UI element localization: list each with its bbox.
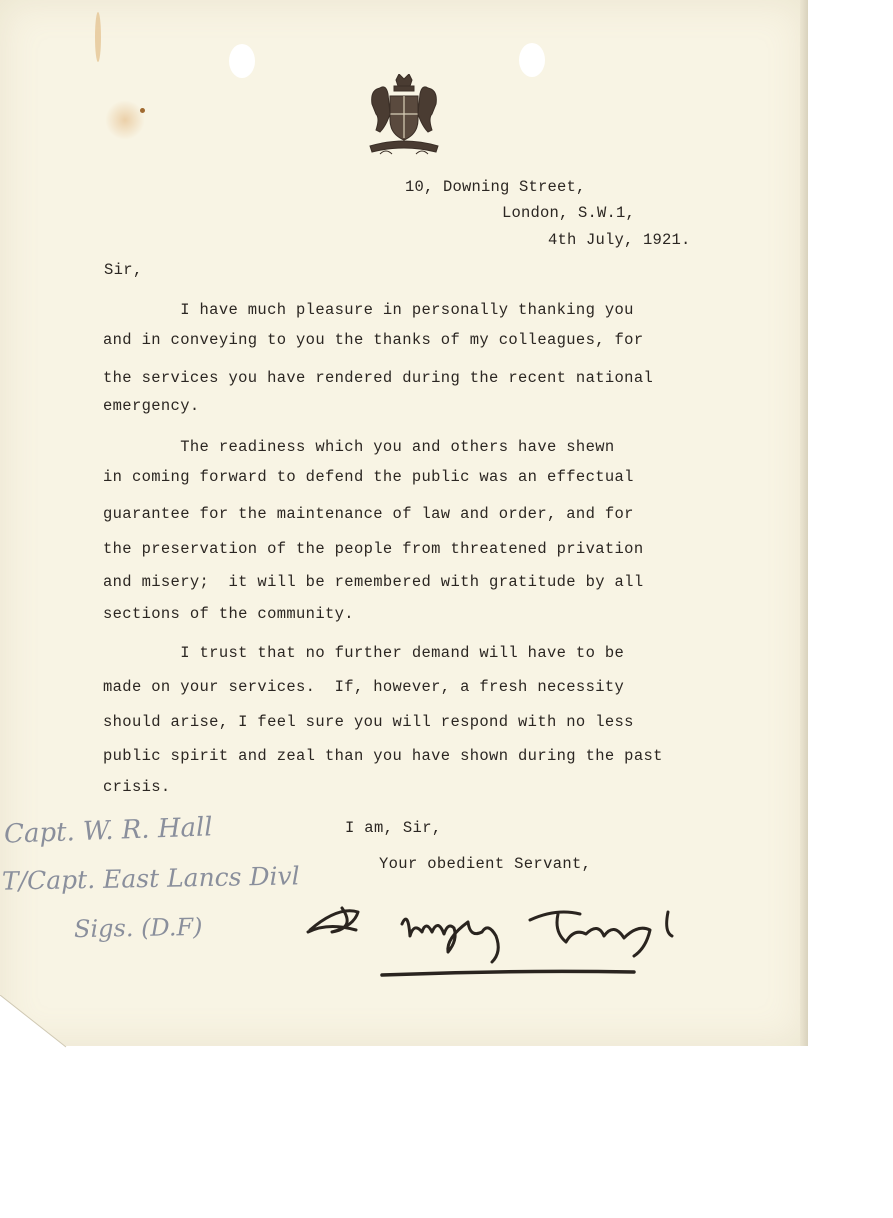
paper-edge	[800, 0, 808, 1046]
folded-corner	[0, 995, 70, 1050]
royal-coat-of-arms-icon	[366, 74, 442, 160]
address-line-1: 10, Downing Street,	[405, 178, 586, 196]
paper-stain	[105, 100, 145, 140]
body-line: made on your services. If, however, a fresh necessity	[103, 678, 625, 696]
punch-hole	[229, 44, 255, 78]
body-line: I have much pleasure in personally thanking you	[103, 301, 634, 319]
closing-line: I am, Sir,	[345, 819, 442, 837]
punch-hole	[519, 43, 545, 77]
body-line: the services you have rendered during the recent national	[103, 369, 654, 387]
body-line: sections of the community.	[103, 605, 354, 623]
paper-stain	[140, 108, 145, 113]
body-line: and in conveying to you the thanks of my colleagues, for	[103, 331, 644, 349]
handwritten-note-line: T/Capt. East Lancs Divl	[1, 861, 300, 896]
body-line: The readiness which you and others have shewn	[103, 438, 615, 456]
body-line: public spirit and zeal than you have shown during the past	[103, 747, 663, 765]
closing-line: Your obedient Servant,	[379, 855, 592, 873]
body-line: emergency.	[103, 397, 200, 415]
paper-stain	[95, 12, 101, 62]
body-line: should arise, I feel sure you will respond with no less	[103, 713, 634, 731]
body-line: the preservation of the people from threatened privation	[103, 540, 644, 558]
handwritten-note-line: Capt. W. R. Hall	[3, 812, 214, 850]
body-line: I trust that no further demand will have to be	[103, 644, 625, 662]
body-line: guarantee for the maintenance of law and order, and for	[103, 505, 634, 523]
address-line-2: London, S.W.1,	[502, 204, 636, 222]
body-line: and misery; it will be remembered with gratitude by all	[103, 573, 644, 591]
signature-icon	[298, 892, 698, 982]
body-line: in coming forward to defend the public was an effectual	[103, 468, 634, 486]
salutation: Sir,	[104, 261, 143, 279]
handwritten-note-line: Sigs. (D.F)	[73, 912, 203, 944]
letter-date: 4th July, 1921.	[548, 231, 691, 249]
body-line: crisis.	[103, 778, 171, 796]
